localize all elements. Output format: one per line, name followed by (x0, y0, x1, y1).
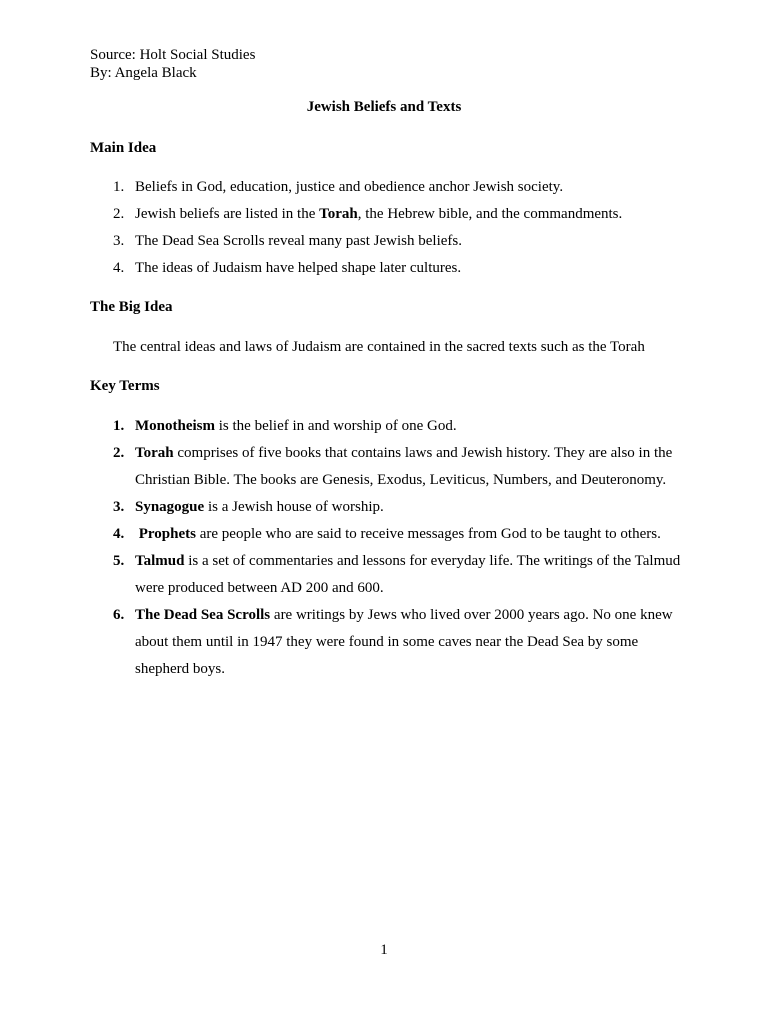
author-line: By: Angela Black (90, 65, 197, 81)
source-line: Source: Holt Social Studies (90, 47, 256, 63)
key-term: Synagogue (135, 499, 205, 515)
list-item (90, 174, 690, 201)
key-terms-heading: Key Terms (90, 378, 160, 394)
bold-term: Torah (319, 206, 358, 222)
main-idea-heading: Main Idea (90, 140, 157, 156)
key-terms-list (90, 413, 690, 683)
list-number: 5. (113, 553, 125, 569)
list-item-text: Beliefs in God, education, justice and obedience anchor Jewish society. (135, 179, 564, 195)
key-term: Talmud (135, 553, 185, 569)
big-idea-text: The central ideas and laws of Judaism are contained in the sacred texts such as the Torah (113, 339, 645, 355)
main-idea-list (90, 174, 690, 282)
list-number: 6. (113, 607, 125, 623)
key-term: Prophets (135, 526, 196, 542)
key-term-item (90, 548, 690, 602)
list-item (90, 228, 690, 255)
list-number: 3. (113, 233, 125, 249)
big-idea-heading: The Big Idea (90, 299, 173, 315)
key-term: Torah (135, 445, 174, 461)
page-number: 1 (380, 942, 388, 958)
list-item-text-before: Jewish beliefs are listed in the (135, 206, 320, 222)
key-term-definition: comprises of five books that contains laws and Jewish history. They are also in the Christian Bible. The books are Genesis, Exodus, Leviticus, Numbers, and Deuteronomy. (135, 445, 673, 488)
key-term-item (90, 440, 690, 494)
key-term-definition: is a Jewish house of worship. (204, 499, 384, 515)
list-number: 2. (113, 445, 125, 461)
key-term: The Dead Sea Scrolls (135, 607, 271, 623)
list-item-text: The Dead Sea Scrolls reveal many past Jewish beliefs. (135, 233, 462, 249)
list-item-text-after: , the Hebrew bible, and the commandments. (357, 206, 623, 222)
key-term-definition: is the belief in and worship of one God. (215, 418, 457, 434)
key-term-definition: are writings by Jews who lived over 2000 years ago. No one knew about them until in 1947 they were found in some caves near the Dead Sea by some shepherd boys. (135, 607, 673, 677)
key-term-item (90, 602, 690, 683)
list-item (90, 201, 690, 228)
list-item-text: The ideas of Judaism have helped shape later cultures. (135, 260, 462, 276)
list-item (90, 255, 690, 282)
document-title: Jewish Beliefs and Texts (306, 99, 462, 115)
list-number: 3. (113, 499, 125, 515)
key-term: Monotheism (135, 418, 215, 434)
list-number: 4. (113, 260, 125, 276)
list-number: 2. (113, 206, 125, 222)
list-number: 4. (113, 526, 125, 542)
key-term-definition: are people who are said to receive messages from God to be taught to others. (195, 526, 661, 542)
key-term-item (90, 494, 690, 521)
key-term-item (90, 521, 690, 548)
key-term-item (90, 413, 690, 440)
source-block (90, 46, 255, 82)
key-term-definition: is a set of commentaries and lessons for everyday life. The writings of the Talmud were produced between AD 200 and 600. (135, 553, 681, 596)
list-number: 1. (113, 418, 125, 434)
list-number: 1. (113, 179, 125, 195)
